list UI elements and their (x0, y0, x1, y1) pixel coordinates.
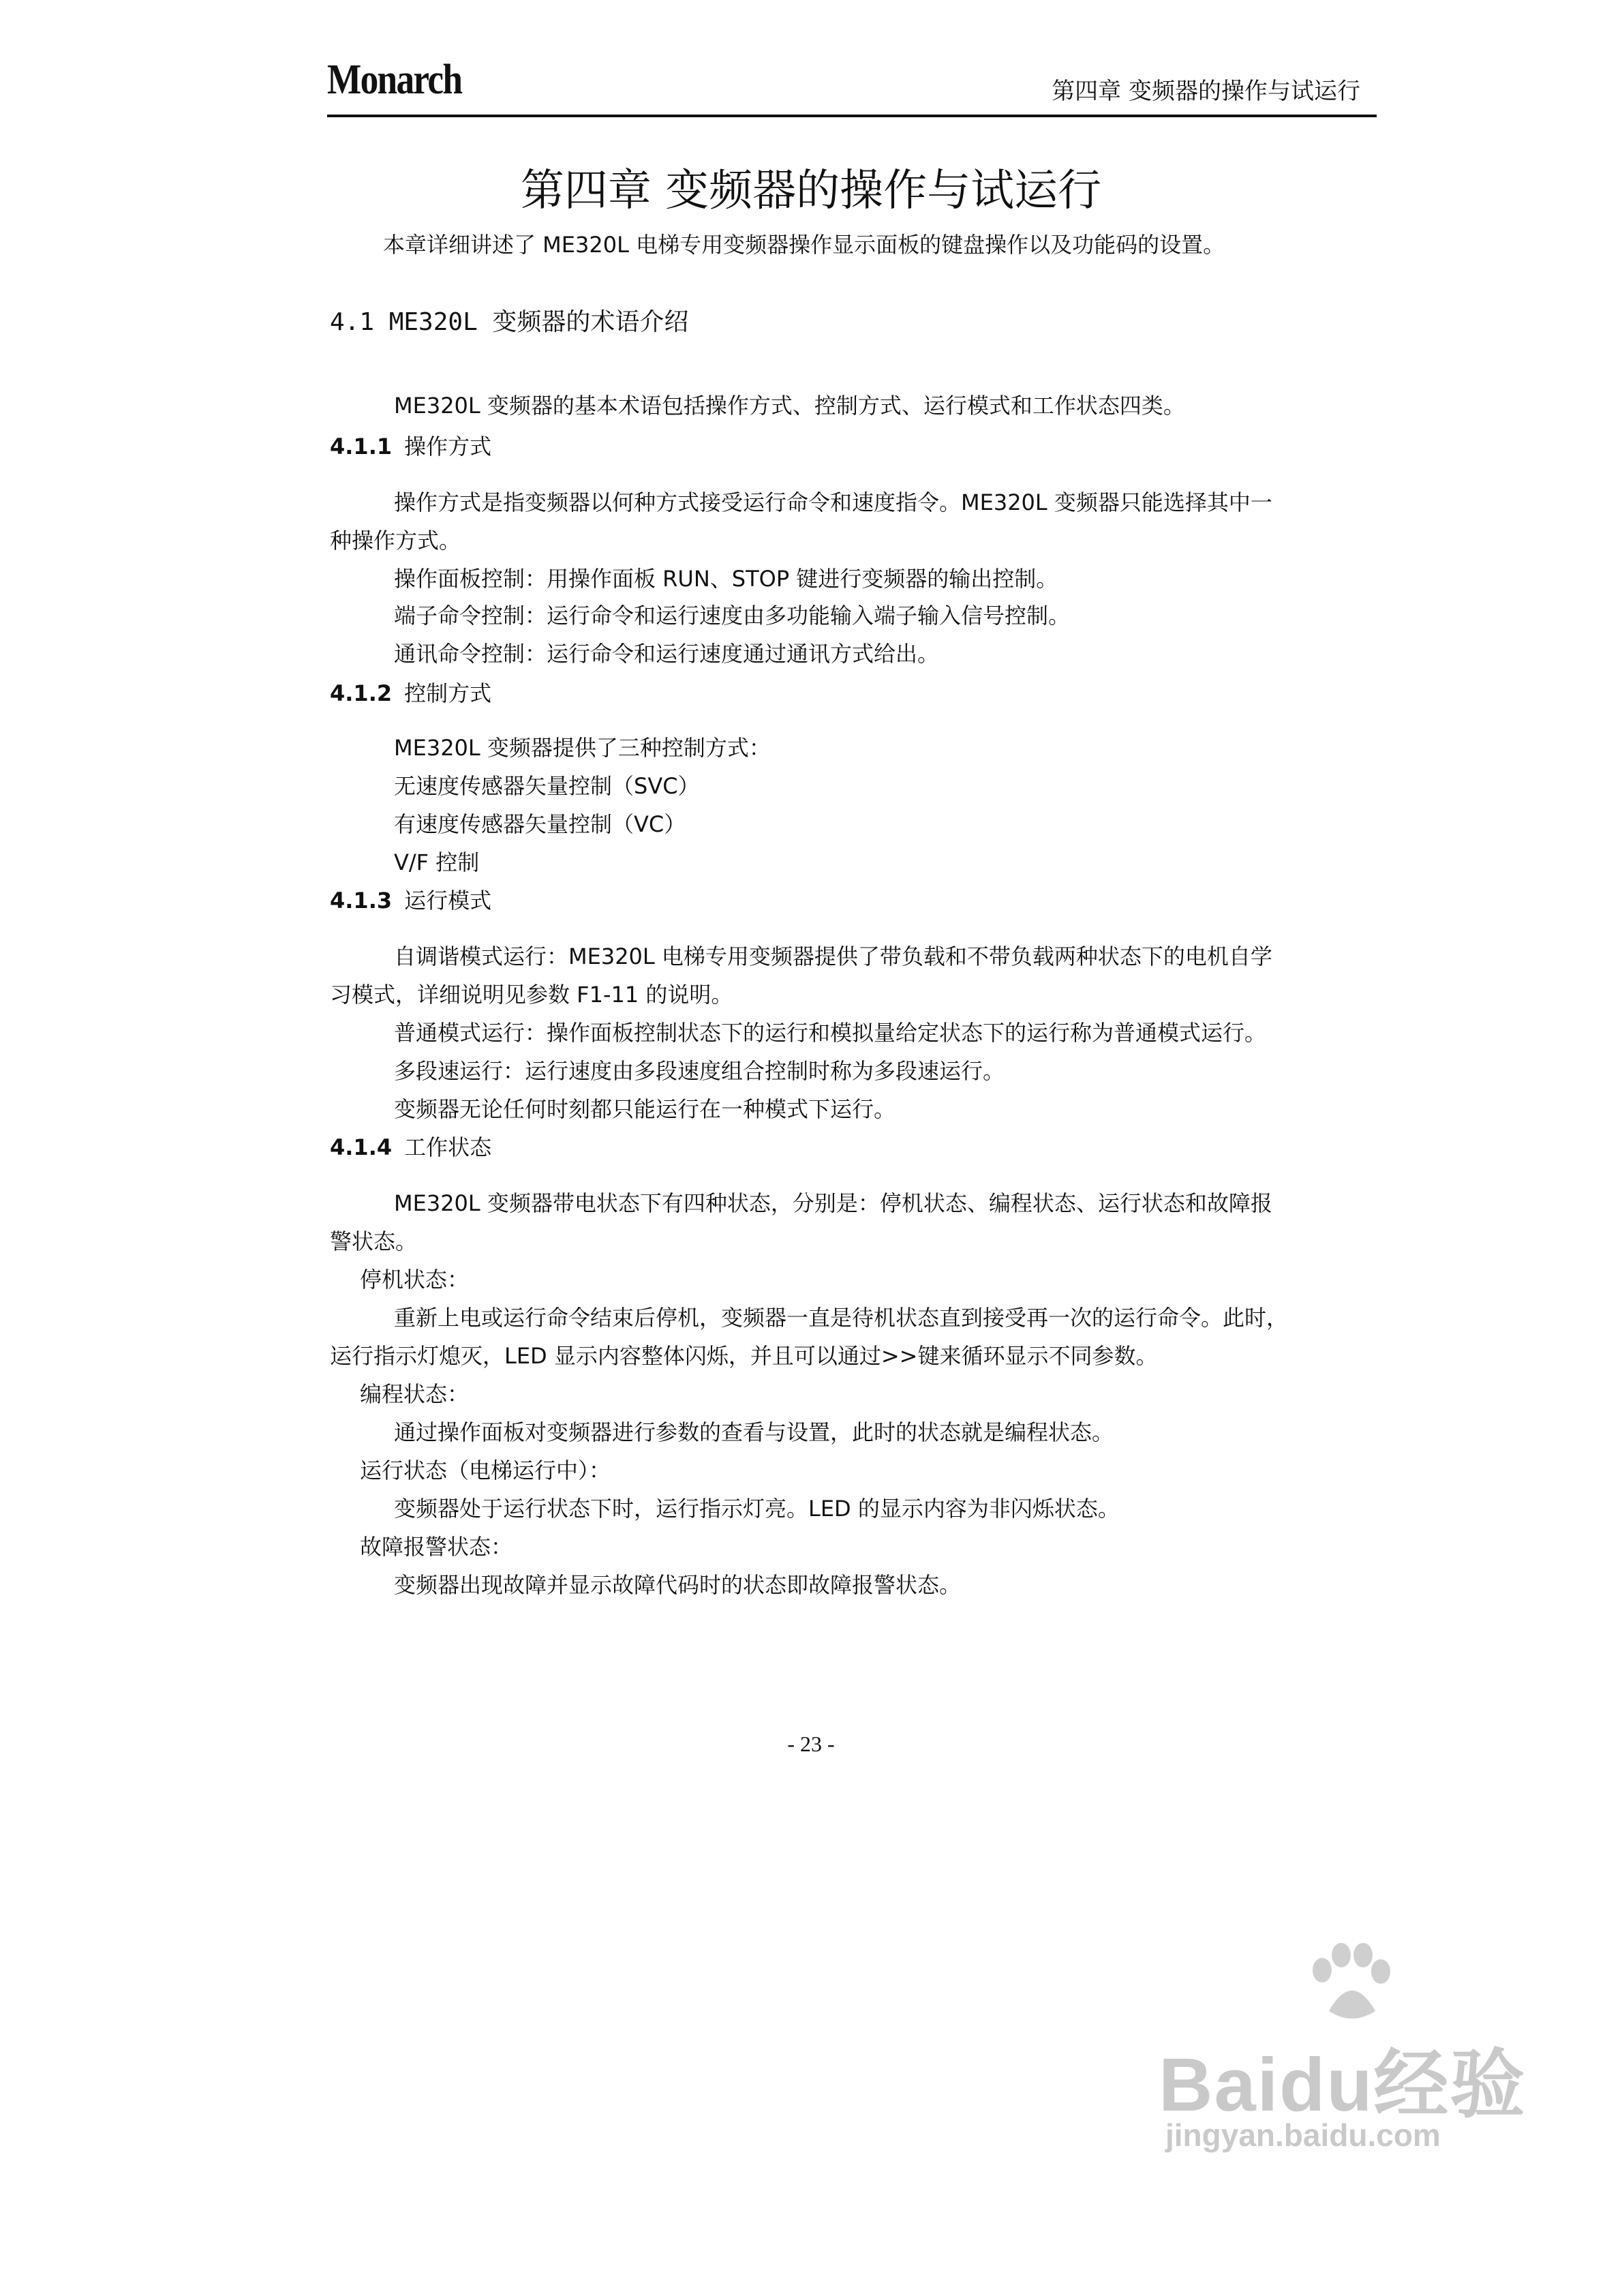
watermark-url: jingyan.baidu.com (1165, 2117, 1441, 2153)
paragraph-line: 操作面板控制：用操作面板 RUN、STOP 键进行变频器的输出控制。 (394, 566, 1058, 592)
paragraph-line: 运行指示灯熄灭，LED 显示内容整体闪烁，并且可以通过>>键来循环显示不同参数。 (330, 1343, 1158, 1369)
subsection-4-1-2-heading (330, 676, 491, 708)
subsection-title: 运行模式 (404, 888, 492, 913)
subsection-number: 4.1.4 (330, 1134, 393, 1160)
paragraph-line: 端子命令控制：运行命令和运行速度由多功能输入端子输入信号控制。 (394, 603, 1071, 629)
paragraph-line: 警状态。 (330, 1228, 418, 1254)
paragraph-line: 操作方式是指变频器以何种方式接受运行命令和速度指令。ME320L 变频器只能选择其中一 (394, 489, 1272, 515)
paragraph-line: 普通模式运行：操作面板控制状态下的运行和模拟量给定状态下的运行称为普通模式运行。 (394, 1020, 1267, 1046)
subsection-4-1-4-heading (330, 1130, 491, 1162)
watermark-brand: Baidu经验 (1159, 2043, 1527, 2127)
paragraph-line: 通过操作面板对变频器进行参数的查看与设置，此时的状态就是编程状态。 (394, 1419, 1114, 1445)
paragraph-line: 多段速运行：运行速度由多段速度组合控制时称为多段速运行。 (394, 1058, 1005, 1084)
subsection-4-1-1-heading (330, 429, 491, 461)
paragraph-line: 有速度传感器矢量控制（VC） (394, 811, 686, 837)
paragraph-line: 通讯命令控制：运行命令和运行速度通过通讯方式给出。 (394, 641, 940, 667)
chapter-intro: 本章详细讲述了 ME320L 电梯专用变频器操作显示面板的键盘操作以及功能码的设置。 (383, 232, 1225, 258)
paragraph-line: 无速度传感器矢量控制（SVC） (394, 773, 700, 799)
subsection-4-1-3-heading (330, 883, 491, 915)
paragraph-line: 变频器出现故障并显示故障代码时的状态即故障报警状态。 (394, 1572, 962, 1598)
header-chapter-title: 第四章 变频器的操作与试运行 (1052, 78, 1360, 105)
subsection-title: 控制方式 (404, 680, 492, 706)
subsection-number: 4.1.2 (330, 680, 393, 706)
paragraph-line: 变频器无论任何时刻都只能运行在一种模式下运行。 (394, 1096, 896, 1122)
state-heading-running: 运行状态（电梯运行中）： (360, 1457, 611, 1483)
chapter-title: 第四章 变频器的操作与试运行 (520, 166, 1102, 216)
page-number: - 23 - (787, 1732, 835, 1756)
paragraph-line: V/F 控制 (394, 849, 480, 875)
section-heading: 4.1 ME320L 变频器的术语介绍 (330, 308, 689, 336)
subsection-title: 工作状态 (404, 1134, 492, 1160)
paragraph-line: 自调谐模式运行：ME320L 电梯专用变频器提供了带负载和不带负载两种状态下的电机自学 (394, 943, 1272, 969)
subsection-number: 4.1.1 (330, 434, 393, 459)
paragraph-line: 变频器处于运行状态下时，运行指示灯亮。LED 的显示内容为非闪烁状态。 (394, 1496, 1120, 1522)
paragraph-line: 习模式，详细说明见参数 F1-11 的说明。 (330, 982, 733, 1008)
paragraph-line: ME320L 变频器提供了三种控制方式： (394, 735, 771, 761)
section-intro: ME320L 变频器的基本术语包括操作方式、控制方式、运行模式和工作状态四类。 (394, 393, 1185, 419)
monarch-logo: Monarch (327, 57, 462, 103)
state-heading-stop: 停机状态： (360, 1267, 470, 1293)
paw-icon (1302, 1943, 1397, 2025)
state-heading-programming: 编程状态： (360, 1381, 470, 1407)
page-header (327, 57, 1377, 117)
baidu-watermark (1159, 1943, 1540, 2175)
state-heading-fault: 故障报警状态： (360, 1534, 513, 1560)
paragraph-line: 种操作方式。 (330, 528, 461, 554)
subsection-number: 4.1.3 (330, 888, 393, 913)
subsection-title: 操作方式 (404, 434, 492, 459)
paragraph-line: ME320L 变频器带电状态下有四种状态，分别是：停机状态、编程状态、运行状态和故障报 (394, 1190, 1272, 1216)
paragraph-line: 重新上电或运行命令结束后停机，变频器一直是待机状态直到接受再一次的运行命令。此时， (394, 1305, 1289, 1331)
